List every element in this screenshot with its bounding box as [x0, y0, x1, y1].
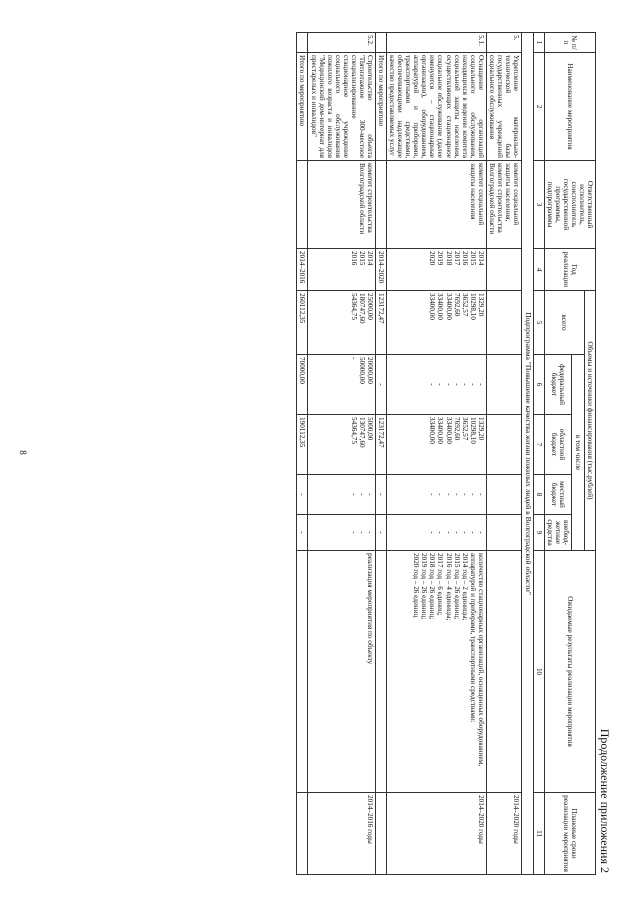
- table-row-total: [297, 33, 308, 875]
- page-number: 8: [18, 450, 28, 455]
- total-total: 260112,35: [297, 291, 308, 355]
- colnum: 7: [533, 415, 544, 475]
- row-extrabudget: - - - - - - -: [387, 515, 487, 551]
- table-row: [387, 33, 487, 875]
- colnum: 9: [533, 515, 544, 551]
- total-year: 2014–2016: [297, 249, 308, 291]
- total-federal: -: [376, 355, 387, 415]
- row-num: 5.1.: [387, 33, 487, 53]
- total-local: -: [376, 475, 387, 515]
- colnum: 3: [533, 161, 544, 249]
- row-extrabudget: - - -: [308, 515, 376, 551]
- row-terms: 2014–2020 годы: [486, 793, 521, 875]
- header-results: Ожидаемые результаты реализации мероприятия: [544, 551, 595, 793]
- row-local: - - -: [308, 475, 376, 515]
- header-extrabudget: внебюд- жетные средства: [544, 515, 571, 551]
- row-responsible: комитет социальной защиты населения: [387, 161, 487, 249]
- row-terms: 2014–2016 годы: [308, 793, 376, 875]
- header-responsible: Ответственный исполнитель, соисполнитель государственной программы, подпрограммы: [544, 161, 595, 249]
- colnum: 4: [533, 249, 544, 291]
- table-row: [486, 33, 521, 875]
- colnum: 1: [533, 33, 544, 53]
- header-year: Год реализации: [544, 249, 595, 291]
- colnum: 2: [533, 53, 544, 161]
- row-name: Строительство объекта "Пятиэтажное 300-местное специализированное стационарное учреждение социального обслуживания пожилого возраста и инвалидов "Медицинский дом-интернат для престарелых и инвалидов": [308, 53, 376, 161]
- header-total: всего: [544, 291, 584, 355]
- header-regional: областной бюджет: [544, 415, 571, 475]
- header-federal: федеральный бюджет: [544, 355, 571, 415]
- subprogram-title: Подпрограмма "Повышение качества жизни пожилых людей в Волгоградской области": [522, 33, 534, 875]
- total-extrabudget: -: [297, 515, 308, 551]
- total-label: Итого по мероприятию: [297, 53, 308, 161]
- total-label: Итого по мероприятию: [376, 53, 387, 161]
- row-federal: 20000,00 50000,00 -: [308, 355, 376, 415]
- column-numbers-row: [533, 33, 544, 875]
- row-results: реализация мероприятия по объекту: [308, 551, 376, 793]
- row-num: 5.: [486, 33, 521, 53]
- row-years: 2014 2015 2016: [308, 249, 376, 291]
- row-name: Оснащение организаций социального обслуживания, находящихся в ведении комитета социальной защиты населения, осуществляющих стационарное социальное обслуживание (далее именуются – стационарные организации), оборудованием, аппаратурой и приборами, транспортными средствами, обеспечивающими надлежащее качество предоставляемых услуг: [387, 53, 487, 161]
- row-num: 5.2.: [308, 33, 376, 53]
- total-federal: 70000,00: [297, 355, 308, 415]
- header-local: местный бюджет: [544, 475, 571, 515]
- header-funding: Объемы и источники финансирования (тыс.рублей): [584, 291, 595, 551]
- header-including: в том числе: [571, 355, 584, 551]
- total-regional: 190112,35: [297, 415, 308, 475]
- row-results: количество стационарных организаций, оснащенных оборудованием, аппаратурой и приборами, транспортными средствами: 2014 год – 2 единицы; 2015 год – 26 единиц; 2016 год – 4 единицы; 2017 год – 6 единиц; 2018 год – 26 единиц; 2019 год – 26 единиц; 2020 год – 26 единиц: [387, 551, 487, 793]
- total-regional: 123172,47: [376, 415, 387, 475]
- row-total: 25000,00 180747,60 54364,75: [308, 291, 376, 355]
- row-regional: 5000,00 130747,60 54364,75: [308, 415, 376, 475]
- row-name: Укрепление материально-технической базы государственных учреждений социального обслуживания: [486, 53, 521, 161]
- colnum: 5: [533, 291, 544, 355]
- row-local: - - - - - - -: [387, 475, 487, 515]
- colnum: 8: [533, 475, 544, 515]
- row-terms: 2014–2020 годы: [387, 793, 487, 875]
- table-row: [308, 33, 376, 875]
- row-responsible: комитет социальной защиты населения, комитет строительства Волгоградской области: [486, 161, 521, 249]
- colnum: 10: [533, 551, 544, 793]
- total-year: 2014–2020: [376, 249, 387, 291]
- row-responsible: комитет строительства Волгоградской области: [308, 161, 376, 249]
- row-federal: - - - - - - -: [387, 355, 487, 415]
- header-num: № п/п: [544, 33, 595, 53]
- colnum: 6: [533, 355, 544, 415]
- row-years: 2014 2015 2016 2017 2018 2019 2020: [387, 249, 487, 291]
- row-regional: 1329,20 10298,10 3652,57 7692,60 33400,00 33400,00 33400,00: [387, 415, 487, 475]
- continuation-heading: Продолжение приложения 2: [598, 728, 612, 873]
- row-total: 1329,20 10298,10 3652,57 7692,60 33400,00 33400,00 33400,00: [387, 291, 487, 355]
- table-row-total: [376, 33, 387, 875]
- total-extrabudget: -: [376, 515, 387, 551]
- header-name: Наименование мероприятия: [544, 53, 595, 161]
- header-terms: Плановые сроки реализации мероприятия: [544, 793, 595, 875]
- colnum: 11: [533, 793, 544, 875]
- funding-table: [296, 32, 596, 875]
- total-total: 123172,47: [376, 291, 387, 355]
- total-local: -: [297, 475, 308, 515]
